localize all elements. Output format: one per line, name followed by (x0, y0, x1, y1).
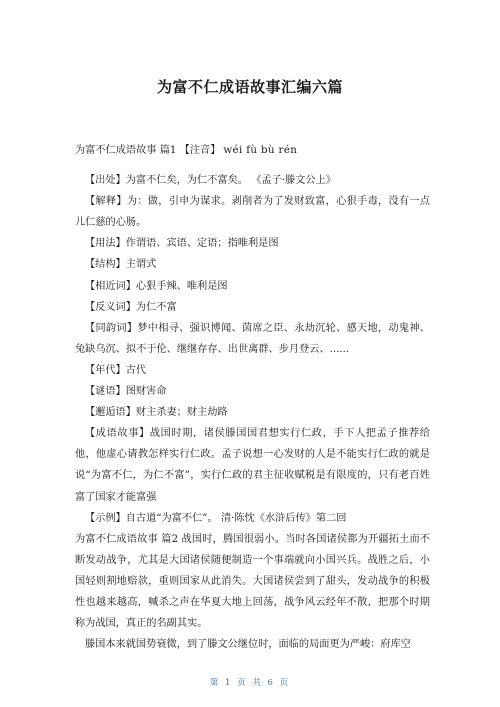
document-body (75, 140, 430, 655)
entry-rhymes: 【同韵词】梦中相寻、强识博闻、茵席之臣、永劫沉轮、感天地，动鬼神、兔缺乌沉、拟不于伦、继继存存、出世离群、步月登云、...... (75, 322, 430, 355)
heading-text: 为富不仁成语故事 篇1 【注音】 (75, 145, 221, 156)
section-3-paragraph: 滕国本来就国势衰微，到了滕文公继位时，面临的局面更为严峻：府库空 (85, 639, 411, 651)
entry-story: 【成语故事】战国时期，诸侯滕国国君想实行仁政，手下人把孟子推荐给他，他虚心请教怎样实行仁政。孟子说想一心发财的人是不能实行仁政的就是说“为富不仁，为仁不富”，实行仁政的君主征收赋税是有限度的，只有老百姓富了国家才能富强 (75, 428, 430, 503)
document-title: 为富不仁成语故事汇编六篇 (156, 78, 343, 96)
entry-synonyms: 【相近词】心狠手辣、唯利是图 (85, 280, 228, 292)
section-2-paragraph: 为富不仁成语故事 篇2 战国时，腾国很弱小。当时各国诸侯都为开疆拓土而不断发动战争，尤其是大国诸侯随便制造一个事端就向小国兴兵。战胜之后，小国轻则割地赔款，重则国家从此消失。大国诸侯尝到了甜头，发动战争的积极性也越来越高，喊杀之声在华夏大地上回荡，战争风云经年不散，把那个时期称为战国，真正的名副其实。 (75, 533, 430, 630)
entry-era: 【年代】古代 (85, 364, 147, 376)
entry-explanation: 【解释】为：做，引申为谋求。剥削者为了发财致富，心狠手毒，没有一点儿仁慈的心肠。 (75, 196, 430, 229)
entry-example: 【示例】自古道“为富不仁”。 清·陈忱《水浒后传》第二回 (85, 512, 347, 524)
section-1-heading (75, 140, 430, 161)
page-footer: 第 1 页 共 6 页 (209, 678, 291, 688)
pinyin-text: wéi fù bù rén (223, 145, 298, 156)
entry-structure: 【结构】主谓式 (85, 259, 157, 271)
entry-usage: 【用法】作谓语、宾语、定语；指唯利是图 (85, 238, 279, 250)
entry-antonyms: 【反义词】为仁不富 (85, 301, 177, 313)
entry-xiehouyu: 【邂逅语】财主杀妻；财主劫路 (85, 407, 228, 419)
entry-origin: 【出处】为富不仁矣，为仁不富矣。 《孟子·滕文公上》 (85, 175, 336, 187)
entry-riddle: 【谜语】图财害命 (85, 386, 167, 398)
